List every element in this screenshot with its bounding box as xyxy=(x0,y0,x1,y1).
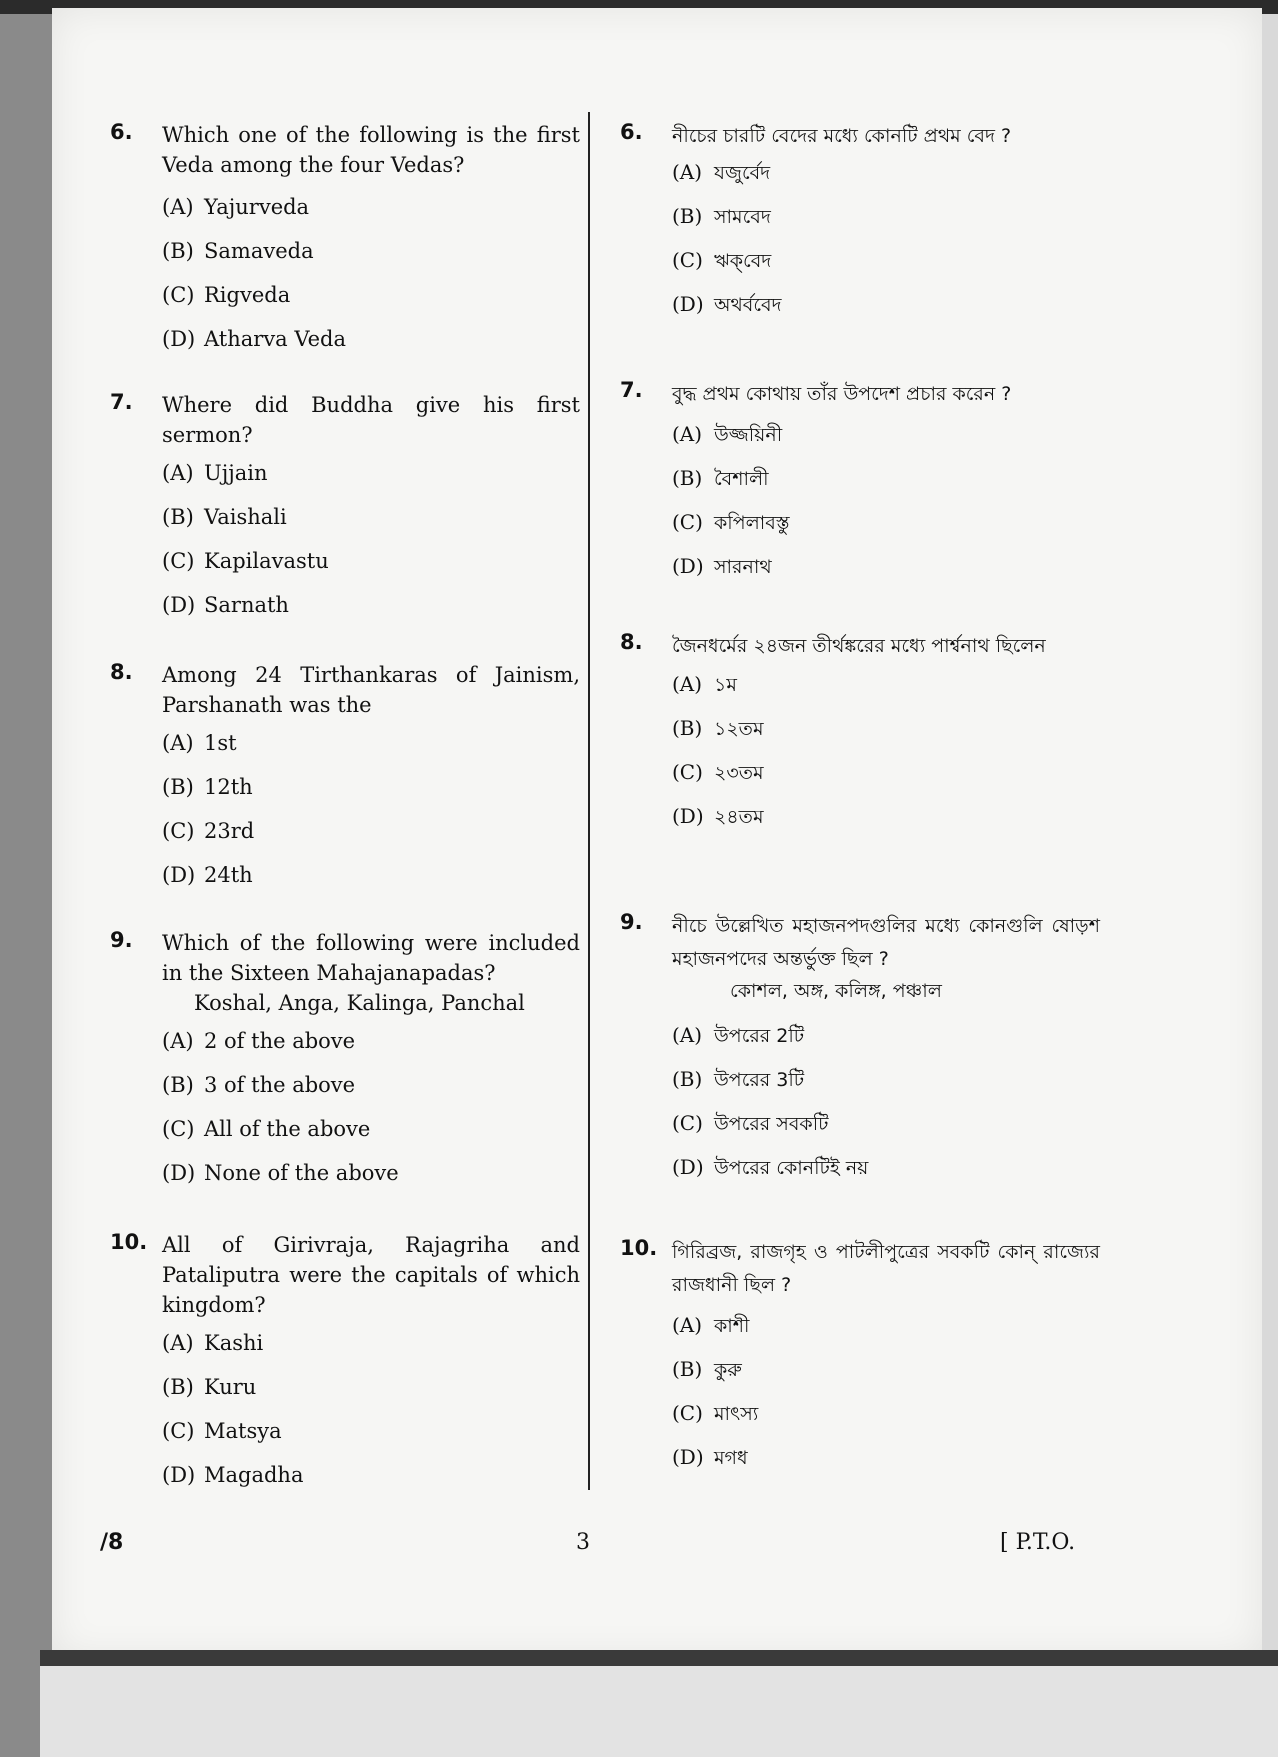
option-b: (B) 3 of the above xyxy=(162,1073,356,1097)
question-number: 8. xyxy=(620,630,643,654)
option-b: (B) Vaishali xyxy=(162,505,287,529)
option-a: (A) 1st xyxy=(162,731,237,755)
option-a: (A) উপরের 2টি xyxy=(672,1023,805,1047)
option-d: (D) মগধ xyxy=(672,1445,748,1469)
option-d: (D) উপরের কোনটিই নয় xyxy=(672,1155,869,1179)
option-c: (C) 23rd xyxy=(162,819,255,843)
option-b: (B) 12th xyxy=(162,775,253,799)
option-c: (C) All of the above xyxy=(162,1117,371,1141)
question-text: নীচের চারটি বেদের মধ্যে কোনটি প্রথম বেদ ? xyxy=(672,125,1012,147)
question-text: জৈনধর্মের ২৪জন তীর্থঙ্করের মধ্যে পার্শ্বনাথ ছিলেন xyxy=(672,635,1046,657)
question-sublist: কোশল, অঙ্গ, কলিঙ্গ, পঞ্চাল xyxy=(730,980,942,1002)
option-b: (B) Kuru xyxy=(162,1375,257,1399)
option-a: (A) কাশী xyxy=(672,1313,750,1337)
question-text: All of Girivraja, Rajagriha and Pataliputra were the capitals of which kingdom? xyxy=(162,1233,580,1317)
question-7-bn xyxy=(620,378,1100,595)
question-9-bn xyxy=(620,910,1100,1196)
footer-booklet-code: /8 xyxy=(100,1530,124,1555)
option-c: (C) কপিলাবস্তু xyxy=(672,510,790,534)
question-number: 7. xyxy=(620,378,643,402)
question-number: 7. xyxy=(110,390,133,414)
option-b: (B) উপরের 3টি xyxy=(672,1067,805,1091)
question-7-en xyxy=(110,390,580,634)
scan-bottom-area xyxy=(40,1666,1278,1757)
question-text: নীচে উল্লেখিত মহাজনপদগুলির মধ্যে কোনগুলি ষোড়শ মহাজনপদের অন্তর্ভুক্ত ছিল ? xyxy=(672,915,1100,970)
question-text: Among 24 Tirthankaras of Jainism, Parshanath was the xyxy=(162,663,580,717)
question-6-en xyxy=(110,120,580,368)
question-number: 6. xyxy=(110,120,133,144)
question-sublist: Koshal, Anga, Kalinga, Panchal xyxy=(194,991,525,1015)
scan-edge-left xyxy=(0,0,52,1757)
page-number: 3 xyxy=(576,1530,590,1555)
option-d: (D) ২৪তম xyxy=(672,804,764,828)
option-d: (D) Atharva Veda xyxy=(162,327,347,351)
option-a: (A) 2 of the above xyxy=(162,1029,356,1053)
question-10-en xyxy=(110,1230,580,1504)
option-d: (D) অথর্ববেদ xyxy=(672,292,782,316)
question-8-en xyxy=(110,660,580,904)
option-a: (A) Kashi xyxy=(162,1331,264,1355)
option-b: (B) সামবেদ xyxy=(672,204,771,228)
option-a: (A) ১ম xyxy=(672,672,737,696)
question-number: 8. xyxy=(110,660,133,684)
option-d: (D) সারনাথ xyxy=(672,554,772,578)
question-text: গিরিব্রজ, রাজগৃহ ও পাটলীপুত্রের সবকটি কোন্ রাজ্যের রাজধানী ছিল ? xyxy=(672,1241,1100,1296)
page-bottom-shadow xyxy=(40,1650,1278,1666)
question-9-en xyxy=(110,928,580,1202)
option-a: (A) যজুর্বেদ xyxy=(672,160,771,184)
question-number: 10. xyxy=(620,1236,658,1260)
question-number: 10. xyxy=(110,1230,148,1254)
question-10-bn xyxy=(620,1236,1100,1486)
option-b: (B) বৈশালী xyxy=(672,466,769,490)
option-c: (C) মাৎস্য xyxy=(672,1401,759,1425)
option-b: (B) ১২তম xyxy=(672,716,764,740)
option-c: (C) Rigveda xyxy=(162,283,291,307)
option-b: (B) Samaveda xyxy=(162,239,314,263)
question-number: 6. xyxy=(620,120,643,144)
option-a: (A) উজ্জয়িনী xyxy=(672,422,783,446)
question-text: Which one of the following is the first Veda among the four Vedas? xyxy=(162,123,580,177)
question-text: বুদ্ধ প্রথম কোথায় তাঁর উপদেশ প্রচার করেন ? xyxy=(672,383,1012,405)
option-c: (C) উপরের সবকটি xyxy=(672,1111,829,1135)
option-d: (D) Sarnath xyxy=(162,593,289,617)
option-c: (C) Matsya xyxy=(162,1419,282,1443)
option-c: (C) Kapilavastu xyxy=(162,549,329,573)
question-number: 9. xyxy=(620,910,643,934)
question-number: 9. xyxy=(110,928,133,952)
footer-pto: [ P.T.O. xyxy=(1000,1530,1076,1555)
option-c: (C) ২৩তম xyxy=(672,760,764,784)
option-a: (A) Ujjain xyxy=(162,461,268,485)
option-b: (B) কুরু xyxy=(672,1357,742,1381)
option-d: (D) None of the above xyxy=(162,1161,399,1185)
column-divider xyxy=(588,112,590,1490)
option-d: (D) Magadha xyxy=(162,1463,304,1487)
question-text: Where did Buddha give his first sermon? xyxy=(162,393,580,447)
option-c: (C) ঋক্‌বেদ xyxy=(672,248,772,272)
question-text: Which of the following were included in the Sixteen Mahajanapadas? xyxy=(162,931,580,985)
question-6-bn xyxy=(620,120,1100,333)
option-d: (D) 24th xyxy=(162,863,253,887)
question-8-bn xyxy=(620,630,1100,845)
option-a: (A) Yajurveda xyxy=(162,195,310,219)
